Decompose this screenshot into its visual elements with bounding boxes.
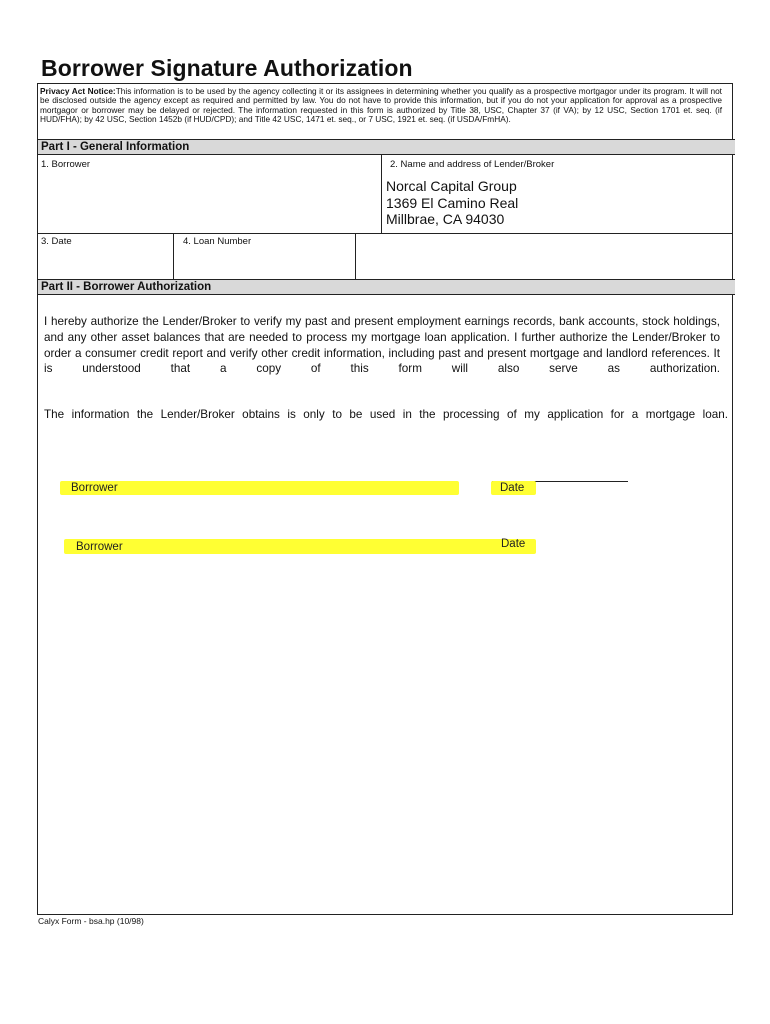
privacy-notice xyxy=(40,87,722,125)
part1-heading: Part I - General Information xyxy=(38,139,735,155)
form-footer: Calyx Form - bsa.hp (10/98) xyxy=(38,916,144,926)
divider xyxy=(355,233,356,279)
loan-number-field-label: 4. Loan Number xyxy=(183,236,252,247)
borrower-field-label: 1. Borrower xyxy=(41,159,91,170)
broker-address xyxy=(386,178,518,228)
borrower-signature-label xyxy=(64,539,536,554)
privacy-label: Privacy Act Notice: xyxy=(40,86,116,96)
broker-name: Norcal Capital Group xyxy=(386,178,517,194)
divider xyxy=(38,233,732,234)
divider xyxy=(173,233,174,279)
authorization-paragraph: I hereby authorize the Lender/Broker to verify my past and present employment earnings records, bank accounts, stock holdings, and any other asset balances that are needed to process my mortgage loan application. I further authorize the Lender/Broker to order a consumer credit report and verify other credit information, including past and present mortgage and landlord references. It is understood that a copy of this form will also serve as authorization. xyxy=(44,315,720,376)
broker-field-label: 2. Name and address of Lender/Broker xyxy=(390,159,555,170)
broker-city: Millbrae, CA 94030 xyxy=(386,211,505,227)
borrower-signature-text: Borrower xyxy=(76,541,123,553)
broker-street: 1369 El Camino Real xyxy=(386,194,519,211)
date-signature-label: Date xyxy=(491,481,536,495)
part2-heading: Part II - Borrower Authorization xyxy=(38,279,735,295)
date-signature-text: Date xyxy=(501,538,526,550)
date-field-label: 3. Date xyxy=(41,236,72,247)
divider xyxy=(381,155,382,233)
form-title: Borrower Signature Authorization xyxy=(41,55,413,81)
usage-paragraph: The information the Lender/Broker obtains is only to be used in the processing of my application for a mortgage loan. xyxy=(44,408,728,421)
privacy-text: This information is to be used by the agency collecting it or its assignees in determining whether you qualify as a prospective mortgagor under its program. It will not be disclosed outside the agency except as required and permitted by law. You do not have to provide this information, but if you do not your application for approval as a prospective mortgagor or borrower may be delayed or rejected. The information requested in this form is authorized by Title 38, USC, Chapter 37 (if VA); by 12 USC, Section 1701 et. seq. (if HUD/FHA); by 42 USC, Section 1452b (if HUD/CPD); and Title 42 USC, 1471 et. seq., or 7 USC, 1921 et. seq. (if USDA/FmHA). xyxy=(40,86,722,125)
borrower-signature-label: Borrower xyxy=(60,481,459,495)
form-border xyxy=(37,83,733,915)
